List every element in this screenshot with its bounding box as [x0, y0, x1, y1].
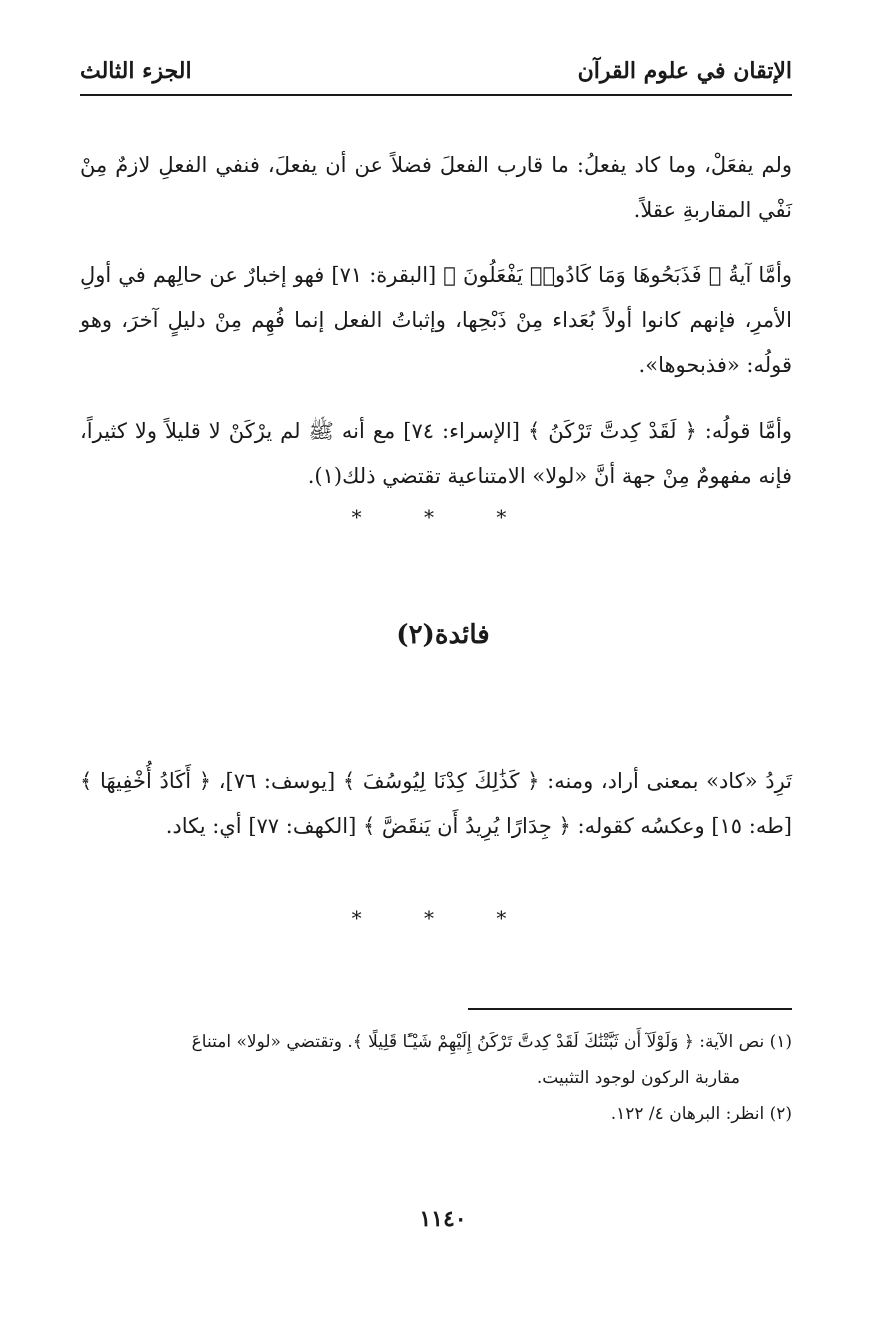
book-title: الإتقان في علوم القرآن: [577, 58, 792, 84]
header-divider: [80, 94, 792, 96]
footnote-2: (٢) انظر: البرهان ٤/ ١٢٢.: [610, 1104, 792, 1124]
footnote-1-continuation: مقاربة الركون لوجود التثبيت.: [536, 1068, 740, 1088]
part-label: الجزء الثالث: [80, 58, 192, 84]
section-separator-1: * * *: [351, 505, 535, 529]
running-header: [80, 50, 792, 90]
paragraph-3: وأمَّا قولُه: ﴿ لَقَدْ كِدتَّ تَرْكَنُ ﴾ [الإسراء: ٧٤] مع أنه ﷺ لم يرْكَنْ لا قليلاً ولا كثيراً، فإنه مفهومٌ مِنْ جهة أنَّ «لولا» الامتناعية تقتضي ذلك(١).: [80, 419, 792, 488]
section-title: فائدة(٢): [396, 620, 490, 650]
paragraph-1: ولم يفعَلْ، وما كاد يفعلُ: ما قارب الفعلَ فضلاً عن أن يفعلَ، فنفي الفعلِ لازمٌ مِنْ نَفْي المقاربةِ عقلاً.: [80, 153, 792, 222]
footnote-1: (١) نص الآية: ﴿ وَلَوْلَآ أَن ثَبَّتْنَٰكَ لَقَدْ كِدتَّ تَرْكَنُ إِلَيْهِمْ شَيْـًٔا قَلِيلًا ﴾. وتقتضي «لولا» امتناعَ: [191, 1032, 792, 1052]
page-number: ١١٤٠: [419, 1206, 467, 1232]
section-separator-2: * * *: [351, 906, 535, 930]
footnote-divider: [468, 1008, 792, 1010]
section-paragraph: تَرِدُ «كاد» بمعنى أراد، ومنه: ﴿ كَذَٰلِكَ كِدْنَا لِيُوسُفَ ﴾ [يوسف: ٧٦]، ﴿ أَكَادُ أُخْفِيهَا ﴾ [طه: ١٥] وعكسُه كقوله: ﴿ جِدَارًا يُرِيدُ أَن يَنقَضَّ ﴾ [الكهف: ٧٧] أي: يكاد.: [80, 769, 793, 838]
footnotes: [80, 1024, 792, 1132]
paragraph-2: وأمَّا آيةُ ﴿ فَذَبَحُوهَا وَمَا كَادُوا۟ يَفْعَلُونَ ﴾ [البقرة: ٧١] فهو إخبارٌ عن حالِهم في أولِ الأمرِ، فإنهم كانوا أولاً بُعَداء مِنْ ذَبْحِها، وإثباتُ الفعل إنما فُهِم مِنْ دليلٍ آخرَ، وهو قولُه: «فذبحوها».: [80, 263, 792, 377]
